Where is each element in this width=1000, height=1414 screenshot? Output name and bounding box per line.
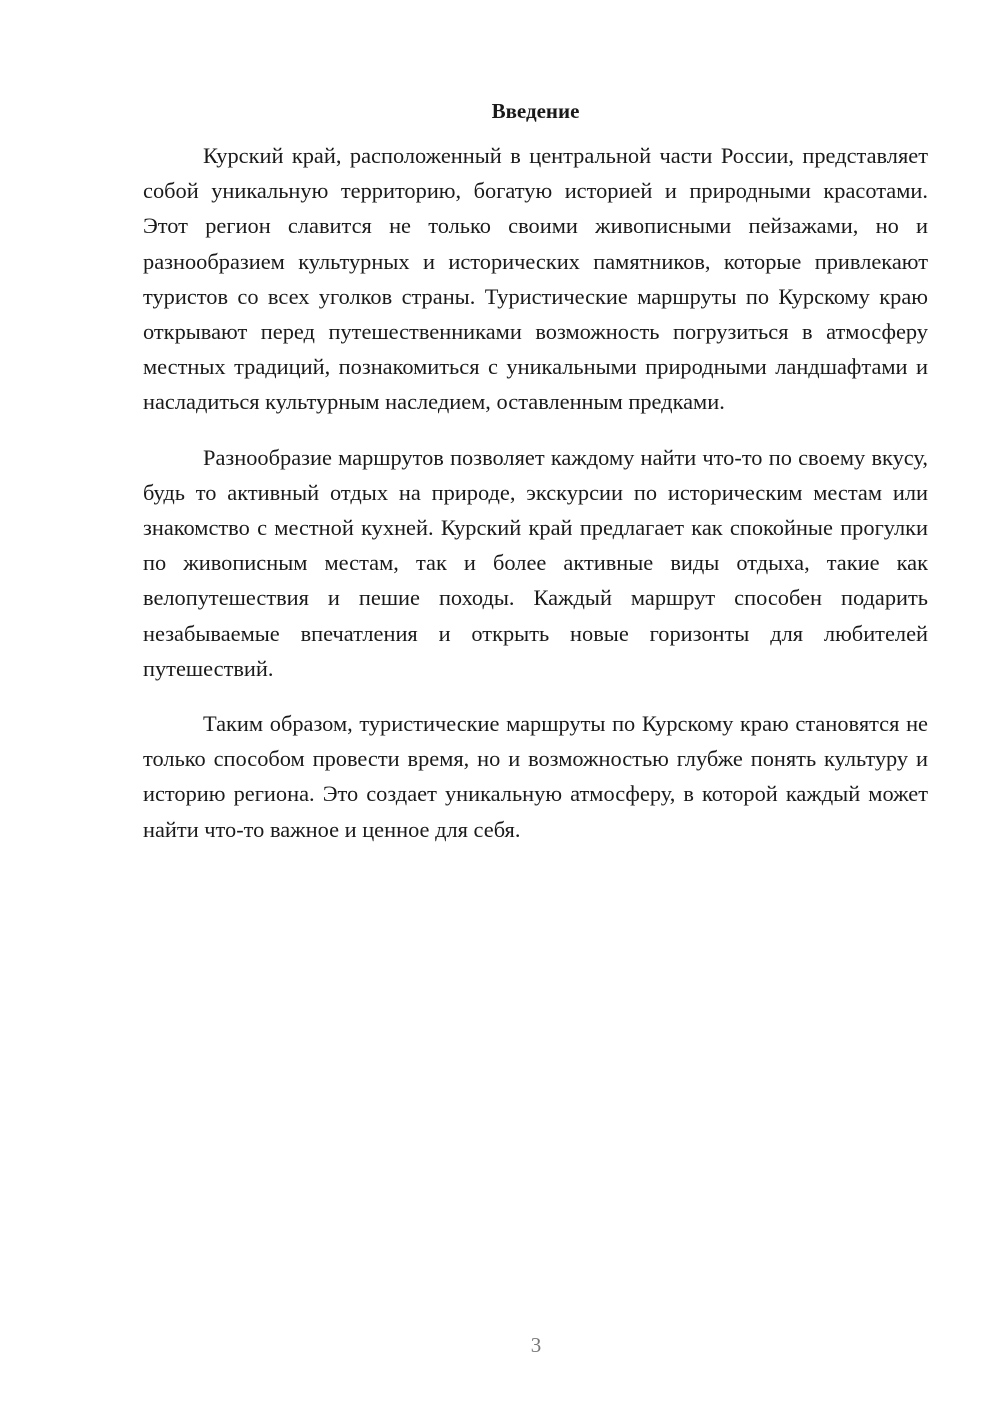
paragraph-intro: Курский край, расположенный в центральной части России, представляет собой уникальную территорию, богатую историей и природными красотами. Этот регион славится не только своими живописными пейзажами, но и разнообразием культурных и исторических памятников, которые привлекают туристов со всех уголков страны. Туристические маршруты по Курскому краю открывают перед путешественниками возможность погрузиться в атмосферу местных традиций, познакомиться с уникальными природными ландшафтами и насладиться культурным наследием, оставленным предками. — [143, 143, 928, 415]
section-heading: Введение — [491, 99, 580, 123]
page-number: 3 — [530, 1333, 542, 1357]
page-content — [143, 96, 928, 867]
paragraph-conclusion: Таким образом, туристические маршруты по Курскому краю становятся не только способом провести время, но и возможностью глубже понять культуру и историю региона. Это создает уникальную атмосферу, в которой каждый может найти что-то важное и ценное для себя. — [143, 711, 928, 842]
paragraph-routes: Разнообразие маршрутов позволяет каждому найти что-то по своему вкусу, будь то активный отдых на природе, экскурсии по историческим местам или знакомство с местной кухней. Курский край предлагает как спокойные прогулки по живописным местам, так и более активные виды отдыха, такие как велопутешествия и пешие походы. Каждый маршрут способен подарить незабываемые впечатления и открыть новые горизонты для любителей путешествий. — [143, 444, 928, 681]
